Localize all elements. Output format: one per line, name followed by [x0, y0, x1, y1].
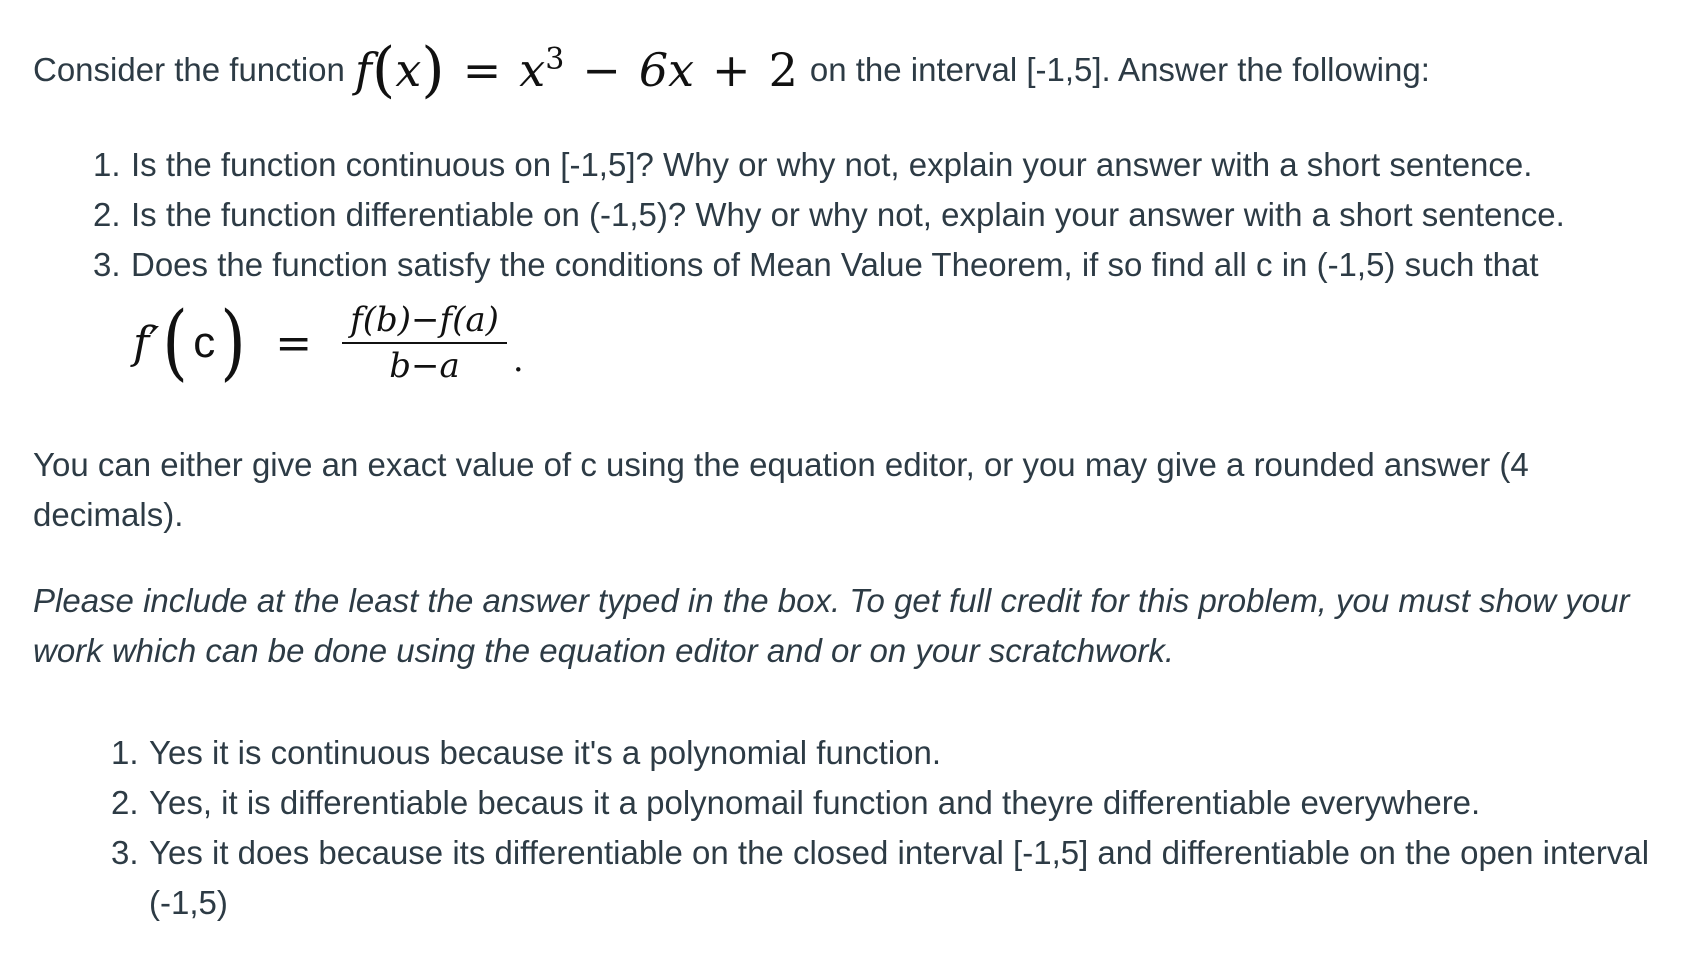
fraction-denominator: b−a — [389, 346, 460, 386]
list-text: Is the function differentiable on (-1,5)? Why or why not, explain your answer with a short sentence. — [131, 196, 1565, 233]
list-item — [111, 828, 1671, 928]
intro-line — [33, 30, 1430, 110]
list-number: 3. — [111, 834, 139, 871]
list-number: 1. — [111, 734, 139, 771]
function-variable: x — [395, 43, 422, 97]
list-number: 2. — [111, 784, 139, 821]
constant-term: 2 — [768, 43, 798, 97]
list-number: 2. — [93, 196, 121, 233]
cubic-base: x — [519, 43, 546, 97]
note-paragraph: Please include at the least the answer typed in the box. To get full credit for this problem, you must show your work which can be done using the equation editor and or on your scratchwork. — [33, 582, 1630, 669]
open-paren: ( — [371, 35, 396, 105]
minus-sign: − — [582, 43, 621, 97]
list-text: Yes it is continuous because it's a polynomial function. — [149, 734, 942, 771]
fraction — [342, 300, 507, 386]
function-equation — [354, 35, 798, 105]
question-list — [93, 140, 1565, 290]
plus-sign: + — [712, 43, 751, 97]
list-item — [93, 140, 1565, 190]
list-text: Yes it does because its differentiable on the closed interval [-1,5] and differentiable on the open interval (-1,5) — [149, 834, 1650, 921]
mvt-formula — [133, 288, 524, 398]
question-content — [33, 0, 1673, 958]
close-paren: ) — [421, 35, 445, 105]
list-text: Does the function satisfy the conditions of Mean Value Theorem, if so find all c in (-1,5) such that — [131, 246, 1539, 283]
intro-prefix: Consider the function — [33, 51, 345, 88]
function-name: f — [354, 43, 372, 97]
list-text: Yes, it is differentiable becaus it a polynomail function and theyre differentiable everywhere. — [149, 784, 1481, 821]
close-paren: ) — [220, 295, 247, 390]
list-number: 1. — [93, 146, 121, 183]
intro-suffix: on the interval [-1,5]. Answer the following: — [809, 51, 1430, 88]
open-paren: ( — [162, 295, 189, 390]
instructions-paragraph: You can either give an exact value of c using the equation editor, or you may give a rounded answer (4 decimals). — [33, 446, 1529, 533]
linear-term: 6x — [638, 43, 695, 97]
fraction-numerator: f(b)−f(a) — [342, 300, 507, 344]
list-item — [93, 190, 1565, 240]
formula-period: . — [512, 340, 524, 380]
formula-variable: c — [193, 318, 216, 367]
list-item — [111, 778, 1671, 828]
answer-list — [111, 728, 1671, 928]
equals-sign: = — [462, 43, 502, 97]
equals-sign: = — [275, 317, 313, 369]
list-item — [111, 728, 1671, 778]
cubic-exponent: 3 — [545, 42, 565, 77]
list-number: 3. — [93, 246, 121, 283]
formula-lhs — [133, 295, 249, 390]
derivative-symbol: f′ — [133, 317, 160, 369]
list-text: Is the function continuous on [-1,5]? Why or why not, explain your answer with a short sentence. — [131, 146, 1533, 183]
list-item — [93, 240, 1565, 290]
